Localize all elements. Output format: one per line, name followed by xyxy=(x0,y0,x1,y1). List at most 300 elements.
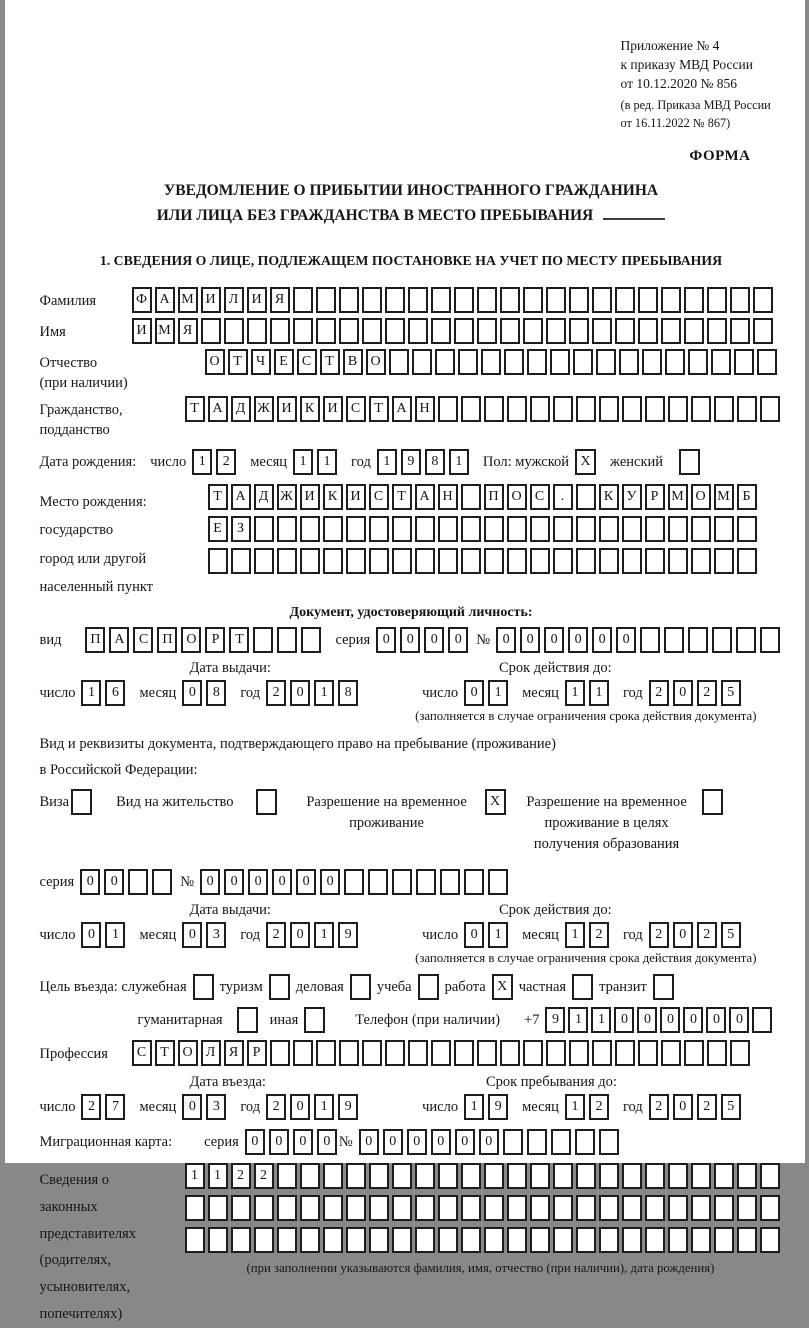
char-cell[interactable] xyxy=(691,1195,711,1221)
char-cell[interactable] xyxy=(185,1195,205,1221)
char-cell[interactable]: 1 xyxy=(192,449,212,475)
char-cell[interactable]: Ж xyxy=(254,396,274,422)
char-cell[interactable] xyxy=(71,789,92,815)
char-cell[interactable] xyxy=(369,1195,389,1221)
char-cell[interactable] xyxy=(500,318,520,344)
char-cell[interactable] xyxy=(500,1040,520,1066)
char-cell[interactable]: А xyxy=(155,287,175,313)
char-cell[interactable] xyxy=(461,1195,481,1221)
char-cell[interactable] xyxy=(638,287,658,313)
char-cell[interactable] xyxy=(304,1007,325,1033)
char-cell[interactable] xyxy=(530,1195,550,1221)
char-cell[interactable]: 0 xyxy=(637,1007,657,1033)
char-cell[interactable]: Д xyxy=(254,484,274,510)
char-cell[interactable]: 1 xyxy=(208,1163,228,1189)
char-cell[interactable] xyxy=(438,516,458,542)
char-cell[interactable] xyxy=(438,1195,458,1221)
char-cell[interactable] xyxy=(208,1195,228,1221)
char-cell[interactable] xyxy=(730,1040,750,1066)
char-cell[interactable] xyxy=(431,318,451,344)
char-cell[interactable]: 0 xyxy=(616,627,636,653)
char-cell[interactable] xyxy=(615,287,635,313)
char-cell[interactable]: 2 xyxy=(697,922,717,948)
char-cell[interactable] xyxy=(653,974,674,1000)
char-cell[interactable] xyxy=(691,1227,711,1253)
char-cell[interactable]: 1 xyxy=(568,1007,588,1033)
char-cell[interactable] xyxy=(596,349,616,375)
char-cell[interactable]: Т xyxy=(228,349,248,375)
char-cell[interactable] xyxy=(369,516,389,542)
char-cell[interactable] xyxy=(431,287,451,313)
char-cell[interactable]: 0 xyxy=(290,680,310,706)
char-cell[interactable]: 0 xyxy=(359,1129,379,1155)
char-cell[interactable] xyxy=(714,1163,734,1189)
char-cell[interactable] xyxy=(645,1227,665,1253)
char-cell[interactable] xyxy=(527,349,547,375)
char-cell[interactable] xyxy=(339,318,359,344)
char-cell[interactable] xyxy=(638,318,658,344)
char-cell[interactable]: О xyxy=(691,484,711,510)
char-cell[interactable] xyxy=(128,869,148,895)
char-cell[interactable]: 2 xyxy=(266,680,286,706)
char-cell[interactable]: 0 xyxy=(80,869,100,895)
char-cell[interactable] xyxy=(752,1007,772,1033)
char-cell[interactable] xyxy=(461,484,481,510)
char-cell[interactable] xyxy=(714,396,734,422)
char-cell[interactable]: X xyxy=(575,449,596,475)
char-cell[interactable] xyxy=(389,349,409,375)
char-cell[interactable] xyxy=(277,627,297,653)
char-cell[interactable] xyxy=(691,1163,711,1189)
char-cell[interactable]: 0 xyxy=(464,922,484,948)
char-cell[interactable] xyxy=(642,349,662,375)
char-cell[interactable] xyxy=(300,1163,320,1189)
char-cell[interactable]: Д xyxy=(231,396,251,422)
char-cell[interactable] xyxy=(500,287,520,313)
char-cell[interactable] xyxy=(737,1227,757,1253)
char-cell[interactable]: 0 xyxy=(290,1094,310,1120)
char-cell[interactable] xyxy=(488,869,508,895)
char-cell[interactable]: А xyxy=(392,396,412,422)
char-cell[interactable] xyxy=(256,789,277,815)
char-cell[interactable]: 1 xyxy=(589,680,609,706)
char-cell[interactable] xyxy=(714,1195,734,1221)
char-cell[interactable]: Н xyxy=(438,484,458,510)
char-cell[interactable] xyxy=(569,1040,589,1066)
char-cell[interactable] xyxy=(619,349,639,375)
char-cell[interactable] xyxy=(688,627,708,653)
char-cell[interactable]: Р xyxy=(645,484,665,510)
char-cell[interactable]: 8 xyxy=(425,449,445,475)
char-cell[interactable] xyxy=(546,287,566,313)
char-cell[interactable]: К xyxy=(323,484,343,510)
char-cell[interactable] xyxy=(415,548,435,574)
char-cell[interactable] xyxy=(270,318,290,344)
char-cell[interactable] xyxy=(668,1227,688,1253)
char-cell[interactable] xyxy=(293,1040,313,1066)
char-cell[interactable]: 0 xyxy=(729,1007,749,1033)
char-cell[interactable] xyxy=(408,287,428,313)
char-cell[interactable] xyxy=(362,1040,382,1066)
char-cell[interactable]: Р xyxy=(205,627,225,653)
char-cell[interactable]: М xyxy=(668,484,688,510)
char-cell[interactable] xyxy=(737,1195,757,1221)
char-cell[interactable]: 2 xyxy=(266,1094,286,1120)
char-cell[interactable] xyxy=(300,1195,320,1221)
char-cell[interactable] xyxy=(712,627,732,653)
char-cell[interactable] xyxy=(477,1040,497,1066)
char-cell[interactable] xyxy=(753,287,773,313)
char-cell[interactable] xyxy=(369,1227,389,1253)
char-cell[interactable] xyxy=(254,548,274,574)
char-cell[interactable]: Т xyxy=(392,484,412,510)
char-cell[interactable] xyxy=(431,1040,451,1066)
char-cell[interactable] xyxy=(760,1227,780,1253)
char-cell[interactable] xyxy=(576,516,596,542)
char-cell[interactable] xyxy=(277,1227,297,1253)
char-cell[interactable] xyxy=(592,1040,612,1066)
char-cell[interactable] xyxy=(323,1227,343,1253)
char-cell[interactable]: 9 xyxy=(338,922,358,948)
char-cell[interactable] xyxy=(553,1163,573,1189)
char-cell[interactable] xyxy=(461,1163,481,1189)
char-cell[interactable]: 0 xyxy=(496,627,516,653)
char-cell[interactable]: М xyxy=(714,484,734,510)
char-cell[interactable]: 3 xyxy=(206,922,226,948)
char-cell[interactable] xyxy=(734,349,754,375)
char-cell[interactable] xyxy=(668,548,688,574)
char-cell[interactable]: С xyxy=(346,396,366,422)
char-cell[interactable] xyxy=(661,1040,681,1066)
char-cell[interactable] xyxy=(599,516,619,542)
char-cell[interactable] xyxy=(691,516,711,542)
char-cell[interactable] xyxy=(415,1227,435,1253)
char-cell[interactable] xyxy=(316,318,336,344)
char-cell[interactable] xyxy=(247,318,267,344)
char-cell[interactable] xyxy=(737,1163,757,1189)
char-cell[interactable]: С xyxy=(369,484,389,510)
char-cell[interactable]: 1 xyxy=(81,680,101,706)
char-cell[interactable] xyxy=(530,396,550,422)
char-cell[interactable]: 0 xyxy=(683,1007,703,1033)
char-cell[interactable]: 0 xyxy=(592,627,612,653)
char-cell[interactable] xyxy=(599,396,619,422)
char-cell[interactable] xyxy=(277,1163,297,1189)
char-cell[interactable] xyxy=(599,1195,619,1221)
char-cell[interactable] xyxy=(622,1195,642,1221)
char-cell[interactable] xyxy=(385,1040,405,1066)
char-cell[interactable] xyxy=(530,548,550,574)
char-cell[interactable] xyxy=(293,287,313,313)
char-cell[interactable] xyxy=(530,1163,550,1189)
char-cell[interactable]: О xyxy=(205,349,225,375)
char-cell[interactable] xyxy=(573,349,593,375)
char-cell[interactable] xyxy=(418,974,439,1000)
char-cell[interactable] xyxy=(507,1227,527,1253)
char-cell[interactable]: 1 xyxy=(488,680,508,706)
char-cell[interactable] xyxy=(454,1040,474,1066)
char-cell[interactable] xyxy=(760,627,780,653)
char-cell[interactable] xyxy=(392,1163,412,1189)
char-cell[interactable]: 1 xyxy=(464,1094,484,1120)
char-cell[interactable] xyxy=(679,449,700,475)
char-cell[interactable] xyxy=(576,1227,596,1253)
char-cell[interactable]: 0 xyxy=(81,922,101,948)
char-cell[interactable] xyxy=(569,287,589,313)
char-cell[interactable] xyxy=(668,1163,688,1189)
char-cell[interactable]: О xyxy=(178,1040,198,1066)
char-cell[interactable] xyxy=(484,1195,504,1221)
char-cell[interactable] xyxy=(440,869,460,895)
char-cell[interactable]: С xyxy=(133,627,153,653)
char-cell[interactable]: У xyxy=(622,484,642,510)
char-cell[interactable] xyxy=(392,1195,412,1221)
char-cell[interactable] xyxy=(208,1227,228,1253)
char-cell[interactable] xyxy=(599,548,619,574)
char-cell[interactable]: Е xyxy=(274,349,294,375)
char-cell[interactable] xyxy=(645,1195,665,1221)
char-cell[interactable] xyxy=(714,548,734,574)
char-cell[interactable]: 2 xyxy=(216,449,236,475)
char-cell[interactable]: 5 xyxy=(721,680,741,706)
char-cell[interactable] xyxy=(385,318,405,344)
char-cell[interactable]: 2 xyxy=(697,1094,717,1120)
char-cell[interactable] xyxy=(553,1195,573,1221)
char-cell[interactable] xyxy=(730,287,750,313)
char-cell[interactable] xyxy=(253,627,273,653)
char-cell[interactable] xyxy=(269,974,290,1000)
char-cell[interactable]: 0 xyxy=(479,1129,499,1155)
char-cell[interactable]: 1 xyxy=(314,922,334,948)
char-cell[interactable] xyxy=(572,974,593,1000)
char-cell[interactable] xyxy=(408,318,428,344)
char-cell[interactable] xyxy=(736,627,756,653)
char-cell[interactable] xyxy=(454,318,474,344)
char-cell[interactable]: 0 xyxy=(464,680,484,706)
char-cell[interactable] xyxy=(435,349,455,375)
char-cell[interactable]: К xyxy=(599,484,619,510)
char-cell[interactable]: Т xyxy=(369,396,389,422)
char-cell[interactable] xyxy=(438,548,458,574)
char-cell[interactable] xyxy=(737,396,757,422)
char-cell[interactable]: 0 xyxy=(455,1129,475,1155)
char-cell[interactable] xyxy=(553,548,573,574)
char-cell[interactable]: 2 xyxy=(649,680,669,706)
char-cell[interactable]: П xyxy=(85,627,105,653)
char-cell[interactable]: С xyxy=(530,484,550,510)
char-cell[interactable]: 0 xyxy=(272,869,292,895)
char-cell[interactable] xyxy=(461,548,481,574)
char-cell[interactable] xyxy=(477,318,497,344)
char-cell[interactable] xyxy=(208,548,228,574)
char-cell[interactable]: Л xyxy=(201,1040,221,1066)
char-cell[interactable] xyxy=(688,349,708,375)
char-cell[interactable]: 2 xyxy=(266,922,286,948)
char-cell[interactable] xyxy=(592,287,612,313)
char-cell[interactable]: 2 xyxy=(231,1163,251,1189)
char-cell[interactable] xyxy=(231,1195,251,1221)
char-cell[interactable] xyxy=(668,1195,688,1221)
char-cell[interactable] xyxy=(599,1163,619,1189)
char-cell[interactable]: Ж xyxy=(277,484,297,510)
char-cell[interactable] xyxy=(530,516,550,542)
char-cell[interactable] xyxy=(484,548,504,574)
char-cell[interactable]: 0 xyxy=(660,1007,680,1033)
char-cell[interactable] xyxy=(665,349,685,375)
char-cell[interactable] xyxy=(760,1195,780,1221)
char-cell[interactable]: 0 xyxy=(424,627,444,653)
char-cell[interactable]: И xyxy=(201,287,221,313)
char-cell[interactable]: О xyxy=(181,627,201,653)
char-cell[interactable] xyxy=(615,1040,635,1066)
char-cell[interactable]: 9 xyxy=(488,1094,508,1120)
char-cell[interactable] xyxy=(645,1163,665,1189)
char-cell[interactable] xyxy=(346,548,366,574)
char-cell[interactable] xyxy=(369,548,389,574)
char-cell[interactable] xyxy=(193,974,214,1000)
char-cell[interactable]: 0 xyxy=(104,869,124,895)
char-cell[interactable]: П xyxy=(484,484,504,510)
char-cell[interactable]: З xyxy=(231,516,251,542)
char-cell[interactable]: 5 xyxy=(721,922,741,948)
char-cell[interactable]: 1 xyxy=(591,1007,611,1033)
char-cell[interactable]: 1 xyxy=(185,1163,205,1189)
char-cell[interactable]: Т xyxy=(208,484,228,510)
char-cell[interactable] xyxy=(527,1129,547,1155)
char-cell[interactable]: 0 xyxy=(544,627,564,653)
char-cell[interactable]: 0 xyxy=(224,869,244,895)
char-cell[interactable] xyxy=(684,318,704,344)
char-cell[interactable] xyxy=(339,287,359,313)
char-cell[interactable] xyxy=(684,1040,704,1066)
char-cell[interactable]: 0 xyxy=(614,1007,634,1033)
char-cell[interactable] xyxy=(668,396,688,422)
char-cell[interactable]: 0 xyxy=(182,922,202,948)
char-cell[interactable] xyxy=(553,396,573,422)
char-cell[interactable] xyxy=(753,318,773,344)
char-cell[interactable] xyxy=(668,516,688,542)
char-cell[interactable] xyxy=(707,318,727,344)
char-cell[interactable] xyxy=(300,1227,320,1253)
char-cell[interactable] xyxy=(254,1227,274,1253)
char-cell[interactable] xyxy=(569,318,589,344)
char-cell[interactable]: Б xyxy=(737,484,757,510)
char-cell[interactable] xyxy=(323,1163,343,1189)
char-cell[interactable]: И xyxy=(247,287,267,313)
char-cell[interactable] xyxy=(477,287,497,313)
char-cell[interactable] xyxy=(323,516,343,542)
char-cell[interactable]: 0 xyxy=(269,1129,289,1155)
char-cell[interactable]: 0 xyxy=(520,627,540,653)
char-cell[interactable]: 2 xyxy=(649,922,669,948)
char-cell[interactable]: 2 xyxy=(254,1163,274,1189)
char-cell[interactable] xyxy=(438,1163,458,1189)
char-cell[interactable] xyxy=(530,1227,550,1253)
char-cell[interactable] xyxy=(661,287,681,313)
char-cell[interactable] xyxy=(484,396,504,422)
char-cell[interactable]: Т xyxy=(155,1040,175,1066)
char-cell[interactable]: X xyxy=(485,789,506,815)
char-cell[interactable]: 2 xyxy=(81,1094,101,1120)
char-cell[interactable] xyxy=(664,627,684,653)
char-cell[interactable] xyxy=(760,396,780,422)
char-cell[interactable]: Я xyxy=(224,1040,244,1066)
char-cell[interactable] xyxy=(464,869,484,895)
char-cell[interactable]: 0 xyxy=(200,869,220,895)
char-cell[interactable] xyxy=(316,1040,336,1066)
char-cell[interactable]: И xyxy=(323,396,343,422)
char-cell[interactable]: А xyxy=(208,396,228,422)
char-cell[interactable] xyxy=(757,349,777,375)
char-cell[interactable]: Л xyxy=(224,287,244,313)
char-cell[interactable] xyxy=(640,627,660,653)
char-cell[interactable] xyxy=(622,1227,642,1253)
char-cell[interactable]: 1 xyxy=(105,922,125,948)
char-cell[interactable] xyxy=(575,1129,595,1155)
char-cell[interactable]: 1 xyxy=(293,449,313,475)
char-cell[interactable] xyxy=(507,1195,527,1221)
char-cell[interactable]: 3 xyxy=(206,1094,226,1120)
char-cell[interactable] xyxy=(638,1040,658,1066)
char-cell[interactable]: Т xyxy=(320,349,340,375)
char-cell[interactable] xyxy=(300,516,320,542)
char-cell[interactable] xyxy=(408,1040,428,1066)
char-cell[interactable] xyxy=(615,318,635,344)
char-cell[interactable] xyxy=(277,1195,297,1221)
char-cell[interactable] xyxy=(523,318,543,344)
char-cell[interactable] xyxy=(622,516,642,542)
char-cell[interactable]: 7 xyxy=(105,1094,125,1120)
char-cell[interactable]: Т xyxy=(229,627,249,653)
char-cell[interactable] xyxy=(412,349,432,375)
char-cell[interactable]: 0 xyxy=(296,869,316,895)
char-cell[interactable] xyxy=(254,516,274,542)
char-cell[interactable] xyxy=(362,318,382,344)
char-cell[interactable]: 1 xyxy=(488,922,508,948)
char-cell[interactable] xyxy=(339,1040,359,1066)
char-cell[interactable]: П xyxy=(157,627,177,653)
char-cell[interactable]: 2 xyxy=(589,922,609,948)
char-cell[interactable] xyxy=(737,548,757,574)
char-cell[interactable]: 0 xyxy=(182,680,202,706)
char-cell[interactable] xyxy=(231,548,251,574)
char-cell[interactable]: X xyxy=(492,974,513,1000)
char-cell[interactable] xyxy=(415,516,435,542)
char-cell[interactable]: 0 xyxy=(293,1129,313,1155)
char-cell[interactable] xyxy=(546,318,566,344)
char-cell[interactable] xyxy=(231,1227,251,1253)
char-cell[interactable]: 0 xyxy=(317,1129,337,1155)
char-cell[interactable] xyxy=(346,1163,366,1189)
char-cell[interactable]: 9 xyxy=(545,1007,565,1033)
char-cell[interactable] xyxy=(484,1227,504,1253)
char-cell[interactable]: 9 xyxy=(338,1094,358,1120)
char-cell[interactable]: А xyxy=(231,484,251,510)
char-cell[interactable]: 2 xyxy=(649,1094,669,1120)
char-cell[interactable] xyxy=(438,396,458,422)
char-cell[interactable]: Я xyxy=(178,318,198,344)
char-cell[interactable] xyxy=(553,1227,573,1253)
char-cell[interactable] xyxy=(293,318,313,344)
char-cell[interactable]: 0 xyxy=(448,627,468,653)
char-cell[interactable] xyxy=(484,1163,504,1189)
char-cell[interactable] xyxy=(277,548,297,574)
char-cell[interactable] xyxy=(592,318,612,344)
char-cell[interactable]: 0 xyxy=(320,869,340,895)
char-cell[interactable]: 0 xyxy=(290,922,310,948)
char-cell[interactable]: 0 xyxy=(376,627,396,653)
char-cell[interactable] xyxy=(461,396,481,422)
